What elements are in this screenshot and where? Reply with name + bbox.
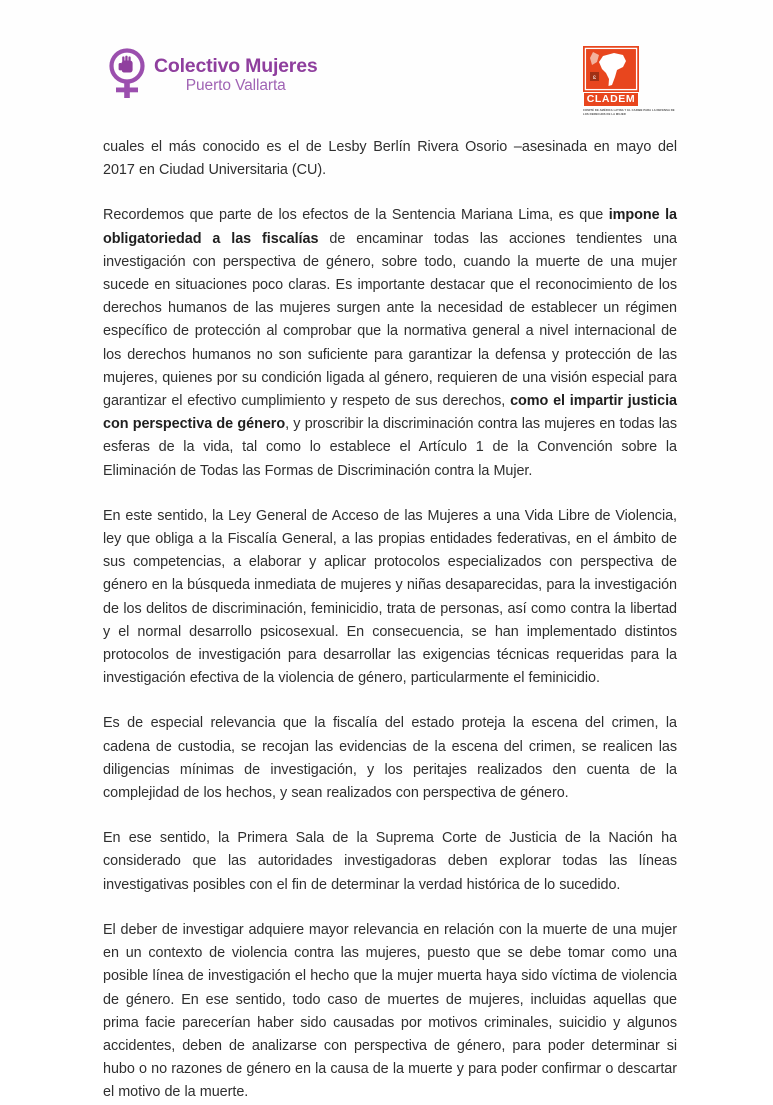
- paragraph: En ese sentido, la Primera Sala de la Suprema Corte de Justicia de la Nación ha considerado que las autoridades investigadoras deben explorar todas las líneas investigativas posibles con el fin de determinar la verdad histórica de lo sucedido.: [103, 830, 677, 893]
- paragraph: Es de especial relevancia que la fiscalía del estado proteja la escena del crimen, la cadena de custodia, se recojan las evidencias de la escena del crimen, se realicen las diligencias mínimas de investigación, y los peritajes realizados den cuenta de la complejidad de los hechos, y sean realizados con perspectiva de género.: [103, 715, 677, 802]
- paragraph: Recordemos que parte de los efectos de la Sentencia Mariana Lima, es que impone la obligatoriedad a las fiscalías de encaminar todas las acciones tendientes una investigación con perspectiva de género, sobre todo, cuando la muerte de una mujer sucede en situaciones poco claras. Es importante destacar que el reconocimiento de los derechos humanos de las mujeres surgen ante la necesidad de establecer un régimen específico de protección al comprobar que la normativa general a nivel internacional de los derechos humanos no son suficiente para garantizar la defensa y protección de las mujeres, quienes por su condición ligada al género, requieren de una visión especial para garantizar el efectivo cumplimiento y respeto de sus derechos, como el impartir justicia con perspectiva de género, y proscribir la discriminación contra las mujeres en todas las esferas de la vida, tal como lo establece el Artículo 1 de la Convención sobre la Eliminación de Todas las Formas de Discriminación contra la Mujer.: [103, 207, 677, 479]
- paragraph: El deber de investigar adquiere mayor relevancia en relación con la muerte de una mujer en un contexto de violencia contra las mujeres, puesto que se debe tomar como una posible línea de investigación el hecho que la mujer muerta haya sido víctima de violencia de género. En ese sentido, todo caso de muertes de mujeres, incluidas aquellas que prima facie parecerían haber sido causadas por motivos criminales, suicidio y algunos accidentes, deben de analizarse con perspectiva de género, para poder determinar si hubo o no razones de género en la causa de la muerte y para poder confirmar o descartar el motivo de la muerte.: [103, 921, 677, 1101]
- collective-wordmark: [154, 55, 317, 94]
- venus-fist-icon: [104, 48, 150, 100]
- document-body: [103, 136, 677, 1105]
- paragraph: cuales el más conocido es el de Lesby Berlín Rivera Osorio –asesinada en mayo del 2017 en Ciudad Universitaria (CU).: [103, 139, 677, 179]
- collective-logo: [104, 48, 317, 100]
- paragraph: En este sentido, la Ley General de Acceso de las Mujeres a una Vida Libre de Violencia, ley que obliga a la Fiscalía General, a las propias entidades federativas, en el ámbito de sus competencias, a elaborar y aplicar protocolos especializados con perspectiva de género en la búsqueda inmediata de mujeres y niñas desaparecidas, para la investigación de los delitos de discriminación, feminicidio, trata de personas, así como contra la libertad y el normal desarrollo psicosexual. En consecuencia, se han implementado distintos protocolos de investigación para desarrollar las exigencias técnicas requeridas para la investigación efectiva de la violencia de género, particularmente el feminicidio.: [103, 507, 677, 687]
- letterhead: [0, 44, 773, 116]
- cladem-wordmark: CLADEM: [583, 92, 639, 107]
- cladem-logo: [581, 46, 677, 116]
- collective-title: Colectivo Mujeres: [154, 54, 318, 77]
- cladem-south-america-icon: [583, 46, 639, 92]
- cladem-tagline: COMITÉ DE AMÉRICA LATINA Y EL CARIBE PARA LA DEFENSA DE LOS DERECHOS DE LA MUJER: [583, 109, 675, 116]
- collective-subtitle: Puerto Vallarta: [185, 76, 286, 94]
- svg-text:ɛ: ɛ: [593, 74, 596, 81]
